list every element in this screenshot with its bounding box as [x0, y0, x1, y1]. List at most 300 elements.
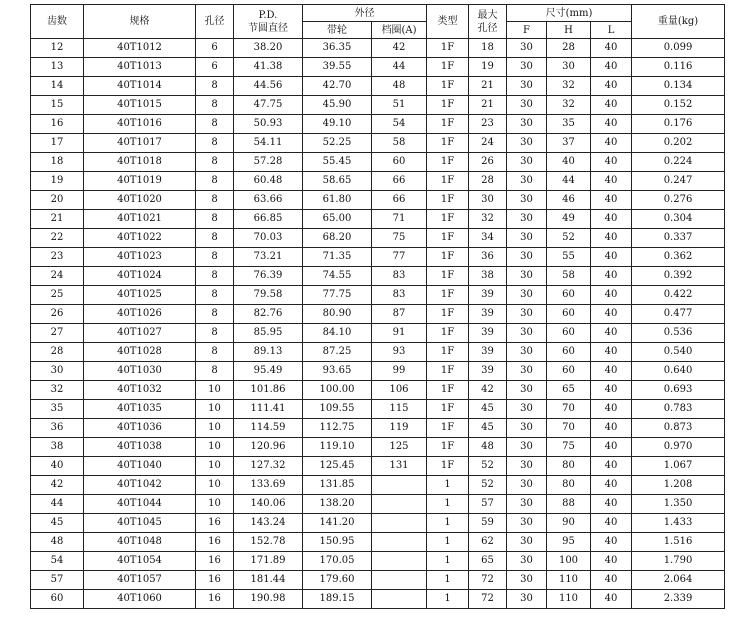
teeth-cell: 48 — [31, 533, 84, 552]
max-bore-cell: 19 — [469, 58, 507, 77]
dimension-f-cell: 30 — [507, 324, 547, 343]
dimension-f-cell: 30 — [507, 58, 547, 77]
teeth-cell: 26 — [31, 305, 84, 324]
pitch-diameter-cell: 190.98 — [234, 590, 303, 609]
pulley-diameter-cell: 61.80 — [303, 191, 372, 210]
dimension-l-cell: 40 — [591, 248, 632, 267]
max-bore-cell: 72 — [469, 590, 507, 609]
type-cell: 1F — [427, 229, 469, 248]
header-max-bore — [469, 5, 507, 39]
spec-cell: 40T1016 — [84, 115, 196, 134]
type-cell: 1 — [427, 495, 469, 514]
flange-diameter-cell — [372, 533, 427, 552]
type-cell: 1F — [427, 191, 469, 210]
dimension-l-cell: 40 — [591, 39, 632, 58]
pitch-diameter-cell: 44.56 — [234, 77, 303, 96]
pitch-diameter-cell: 76.39 — [234, 267, 303, 286]
pitch-diameter-cell: 143.24 — [234, 514, 303, 533]
dimension-l-cell: 40 — [591, 533, 632, 552]
max-bore-cell: 32 — [469, 210, 507, 229]
max-bore-cell: 72 — [469, 571, 507, 590]
pulley-diameter-cell: 125.45 — [303, 457, 372, 476]
dimension-h-cell: 60 — [547, 362, 591, 381]
dimension-h-cell: 95 — [547, 533, 591, 552]
bore-cell: 8 — [196, 134, 234, 153]
teeth-cell: 42 — [31, 476, 84, 495]
dimension-h-cell: 100 — [547, 552, 591, 571]
dimension-l-cell: 40 — [591, 571, 632, 590]
dimension-h-cell: 32 — [547, 77, 591, 96]
pitch-diameter-cell: 50.93 — [234, 115, 303, 134]
bore-cell: 8 — [196, 248, 234, 267]
table-row — [31, 552, 725, 571]
bore-cell: 8 — [196, 96, 234, 115]
weight-cell: 0.693 — [632, 381, 725, 400]
spec-cell: 40T1042 — [84, 476, 196, 495]
type-cell: 1F — [427, 153, 469, 172]
max-bore-cell: 52 — [469, 457, 507, 476]
weight-cell: 0.873 — [632, 419, 725, 438]
dimension-l-cell: 40 — [591, 552, 632, 571]
dimension-h-cell: 70 — [547, 419, 591, 438]
table-row — [31, 115, 725, 134]
pulley-diameter-cell: 71.35 — [303, 248, 372, 267]
table-row — [31, 590, 725, 609]
header-pitch-diameter — [234, 5, 303, 39]
table-row — [31, 305, 725, 324]
weight-cell: 0.304 — [632, 210, 725, 229]
weight-cell: 1.208 — [632, 476, 725, 495]
dimension-h-cell: 65 — [547, 381, 591, 400]
teeth-cell: 20 — [31, 191, 84, 210]
spec-cell: 40T1023 — [84, 248, 196, 267]
weight-cell: 0.477 — [632, 305, 725, 324]
max-bore-cell: 57 — [469, 495, 507, 514]
spec-cell: 40T1044 — [84, 495, 196, 514]
teeth-cell: 21 — [31, 210, 84, 229]
spec-cell: 40T1057 — [84, 571, 196, 590]
pitch-diameter-cell: 127.32 — [234, 457, 303, 476]
dimension-h-cell: 88 — [547, 495, 591, 514]
type-cell: 1F — [427, 286, 469, 305]
spec-cell: 40T1015 — [84, 96, 196, 115]
weight-cell: 0.099 — [632, 39, 725, 58]
max-bore-cell: 39 — [469, 362, 507, 381]
dimension-l-cell: 40 — [591, 438, 632, 457]
max-bore-cell: 18 — [469, 39, 507, 58]
pulley-diameter-cell: 179.60 — [303, 571, 372, 590]
dimension-f-cell: 30 — [507, 362, 547, 381]
pulley-diameter-cell: 109.55 — [303, 400, 372, 419]
dimension-l-cell: 40 — [591, 286, 632, 305]
max-bore-cell: 21 — [469, 77, 507, 96]
pulley-diameter-cell: 112.75 — [303, 419, 372, 438]
weight-cell: 0.422 — [632, 286, 725, 305]
teeth-cell: 13 — [31, 58, 84, 77]
type-cell: 1 — [427, 571, 469, 590]
table-row — [31, 229, 725, 248]
max-bore-cell: 59 — [469, 514, 507, 533]
header-flange: 档圈(A) — [372, 22, 427, 39]
type-cell: 1F — [427, 172, 469, 191]
flange-diameter-cell: 60 — [372, 153, 427, 172]
type-cell: 1F — [427, 381, 469, 400]
table-row — [31, 343, 725, 362]
max-bore-cell: 30 — [469, 191, 507, 210]
weight-cell: 0.276 — [632, 191, 725, 210]
teeth-cell: 35 — [31, 400, 84, 419]
table-row — [31, 381, 725, 400]
type-cell: 1 — [427, 552, 469, 571]
weight-cell: 0.152 — [632, 96, 725, 115]
header-max-bore-line1: 最大 — [477, 9, 498, 21]
dimension-f-cell: 30 — [507, 77, 547, 96]
table-row — [31, 77, 725, 96]
bore-cell: 8 — [196, 267, 234, 286]
flange-diameter-cell: 91 — [372, 324, 427, 343]
teeth-cell: 12 — [31, 39, 84, 58]
bore-cell: 8 — [196, 115, 234, 134]
pulley-diameter-cell: 74.55 — [303, 267, 372, 286]
weight-cell: 0.176 — [632, 115, 725, 134]
dimension-h-cell: 80 — [547, 476, 591, 495]
max-bore-cell: 26 — [469, 153, 507, 172]
table-row — [31, 248, 725, 267]
dimension-l-cell: 40 — [591, 514, 632, 533]
pitch-diameter-cell: 54.11 — [234, 134, 303, 153]
type-cell: 1F — [427, 324, 469, 343]
table-row — [31, 267, 725, 286]
weight-cell: 0.392 — [632, 267, 725, 286]
header-teeth: 齿数 — [31, 5, 84, 39]
dimension-h-cell: 52 — [547, 229, 591, 248]
table-row — [31, 286, 725, 305]
bore-cell: 8 — [196, 324, 234, 343]
weight-cell: 1.067 — [632, 457, 725, 476]
dimension-l-cell: 40 — [591, 305, 632, 324]
pitch-diameter-cell: 79.58 — [234, 286, 303, 305]
pitch-diameter-cell: 60.48 — [234, 172, 303, 191]
max-bore-cell: 39 — [469, 305, 507, 324]
flange-diameter-cell: 51 — [372, 96, 427, 115]
pitch-diameter-cell: 63.66 — [234, 191, 303, 210]
bore-cell: 8 — [196, 305, 234, 324]
table-row — [31, 495, 725, 514]
max-bore-cell: 45 — [469, 419, 507, 438]
spec-cell: 40T1036 — [84, 419, 196, 438]
dimension-h-cell: 60 — [547, 305, 591, 324]
pitch-diameter-cell: 82.76 — [234, 305, 303, 324]
pulley-diameter-cell: 49.10 — [303, 115, 372, 134]
weight-cell: 0.970 — [632, 438, 725, 457]
dimension-f-cell: 30 — [507, 343, 547, 362]
pitch-diameter-cell: 85.95 — [234, 324, 303, 343]
flange-diameter-cell: 66 — [372, 172, 427, 191]
pitch-diameter-cell: 152.78 — [234, 533, 303, 552]
pulley-diameter-cell: 87.25 — [303, 343, 372, 362]
flange-diameter-cell: 71 — [372, 210, 427, 229]
type-cell: 1 — [427, 476, 469, 495]
weight-cell: 0.362 — [632, 248, 725, 267]
pulley-diameter-cell: 39.55 — [303, 58, 372, 77]
pulley-diameter-cell: 58.65 — [303, 172, 372, 191]
dimension-l-cell: 40 — [591, 96, 632, 115]
weight-cell: 0.202 — [632, 134, 725, 153]
spec-cell: 40T1012 — [84, 39, 196, 58]
bore-cell: 8 — [196, 229, 234, 248]
dimension-f-cell: 30 — [507, 248, 547, 267]
teeth-cell: 54 — [31, 552, 84, 571]
header-max-bore-line2: 孔径 — [477, 22, 498, 34]
max-bore-cell: 28 — [469, 172, 507, 191]
dimension-f-cell: 30 — [507, 96, 547, 115]
spec-cell: 40T1022 — [84, 229, 196, 248]
weight-cell: 0.540 — [632, 343, 725, 362]
dimension-f-cell: 30 — [507, 438, 547, 457]
dimension-l-cell: 40 — [591, 191, 632, 210]
pitch-diameter-cell: 111.41 — [234, 400, 303, 419]
header-f: F — [507, 22, 547, 39]
dimension-h-cell: 40 — [547, 153, 591, 172]
header-weight: 重量(kg) — [632, 5, 725, 39]
max-bore-cell: 52 — [469, 476, 507, 495]
dimension-l-cell: 40 — [591, 381, 632, 400]
flange-diameter-cell: 83 — [372, 267, 427, 286]
spec-cell: 40T1013 — [84, 58, 196, 77]
teeth-cell: 14 — [31, 77, 84, 96]
spec-cell: 40T1040 — [84, 457, 196, 476]
dimension-h-cell: 70 — [547, 400, 591, 419]
pulley-diameter-cell: 55.45 — [303, 153, 372, 172]
pitch-diameter-cell: 66.85 — [234, 210, 303, 229]
dimension-f-cell: 30 — [507, 267, 547, 286]
bore-cell: 8 — [196, 77, 234, 96]
flange-diameter-cell: 131 — [372, 457, 427, 476]
bore-cell: 16 — [196, 590, 234, 609]
dimension-h-cell: 90 — [547, 514, 591, 533]
max-bore-cell: 36 — [469, 248, 507, 267]
dimension-h-cell: 80 — [547, 457, 591, 476]
type-cell: 1F — [427, 305, 469, 324]
table-row — [31, 571, 725, 590]
pitch-diameter-cell: 38.20 — [234, 39, 303, 58]
weight-cell: 2.339 — [632, 590, 725, 609]
table-row — [31, 58, 725, 77]
bore-cell: 10 — [196, 495, 234, 514]
table-row — [31, 533, 725, 552]
pitch-diameter-cell: 73.21 — [234, 248, 303, 267]
spec-cell: 40T1032 — [84, 381, 196, 400]
max-bore-cell: 48 — [469, 438, 507, 457]
bore-cell: 8 — [196, 191, 234, 210]
max-bore-cell: 45 — [469, 400, 507, 419]
weight-cell: 1.790 — [632, 552, 725, 571]
teeth-cell: 22 — [31, 229, 84, 248]
type-cell: 1F — [427, 58, 469, 77]
pitch-diameter-cell: 140.06 — [234, 495, 303, 514]
dimension-f-cell: 30 — [507, 210, 547, 229]
flange-diameter-cell: 42 — [372, 39, 427, 58]
header-bore: 孔径 — [196, 5, 234, 39]
max-bore-cell: 38 — [469, 267, 507, 286]
dimension-h-cell: 35 — [547, 115, 591, 134]
teeth-cell: 40 — [31, 457, 84, 476]
spec-cell: 40T1025 — [84, 286, 196, 305]
pulley-diameter-cell: 100.00 — [303, 381, 372, 400]
dimension-l-cell: 40 — [591, 58, 632, 77]
flange-diameter-cell: 83 — [372, 286, 427, 305]
dimension-f-cell: 30 — [507, 514, 547, 533]
pulley-diameter-cell: 84.10 — [303, 324, 372, 343]
type-cell: 1F — [427, 77, 469, 96]
bore-cell: 16 — [196, 533, 234, 552]
flange-diameter-cell — [372, 571, 427, 590]
bore-cell: 16 — [196, 514, 234, 533]
weight-cell: 0.134 — [632, 77, 725, 96]
bore-cell: 8 — [196, 343, 234, 362]
table-row — [31, 96, 725, 115]
spec-cell: 40T1048 — [84, 533, 196, 552]
spec-cell: 40T1021 — [84, 210, 196, 229]
max-bore-cell: 65 — [469, 552, 507, 571]
pitch-diameter-cell: 41.38 — [234, 58, 303, 77]
dimension-f-cell: 30 — [507, 381, 547, 400]
bore-cell: 10 — [196, 457, 234, 476]
max-bore-cell: 24 — [469, 134, 507, 153]
header-l: L — [591, 22, 632, 39]
dimension-f-cell: 30 — [507, 552, 547, 571]
dimension-l-cell: 40 — [591, 267, 632, 286]
flange-diameter-cell: 77 — [372, 248, 427, 267]
dimension-f-cell: 30 — [507, 533, 547, 552]
max-bore-cell: 42 — [469, 381, 507, 400]
dimension-f-cell: 30 — [507, 400, 547, 419]
flange-diameter-cell: 66 — [372, 191, 427, 210]
teeth-cell: 44 — [31, 495, 84, 514]
pulley-diameter-cell: 80.90 — [303, 305, 372, 324]
dimension-h-cell: 28 — [547, 39, 591, 58]
weight-cell: 0.224 — [632, 153, 725, 172]
dimension-f-cell: 30 — [507, 191, 547, 210]
table-row — [31, 191, 725, 210]
pulley-diameter-cell: 131.85 — [303, 476, 372, 495]
spec-cell: 40T1045 — [84, 514, 196, 533]
teeth-cell: 23 — [31, 248, 84, 267]
flange-diameter-cell: 119 — [372, 419, 427, 438]
header-outer-diameter: 外径 — [303, 5, 427, 22]
max-bore-cell: 39 — [469, 324, 507, 343]
teeth-cell: 27 — [31, 324, 84, 343]
flange-diameter-cell — [372, 590, 427, 609]
teeth-cell: 57 — [31, 571, 84, 590]
teeth-cell: 25 — [31, 286, 84, 305]
pitch-diameter-cell: 133.69 — [234, 476, 303, 495]
bore-cell: 8 — [196, 362, 234, 381]
dimension-f-cell: 30 — [507, 495, 547, 514]
spec-cell: 40T1035 — [84, 400, 196, 419]
table-row — [31, 134, 725, 153]
dimension-l-cell: 40 — [591, 229, 632, 248]
dimension-f-cell: 30 — [507, 153, 547, 172]
weight-cell: 1.350 — [632, 495, 725, 514]
spec-cell: 40T1060 — [84, 590, 196, 609]
bore-cell: 8 — [196, 286, 234, 305]
pulley-spec-sheet — [30, 4, 724, 609]
table-row — [31, 476, 725, 495]
pulley-diameter-cell: 138.20 — [303, 495, 372, 514]
table-row — [31, 362, 725, 381]
dimension-l-cell: 40 — [591, 134, 632, 153]
flange-diameter-cell — [372, 495, 427, 514]
header-pulley: 带轮 — [303, 22, 372, 39]
teeth-cell: 38 — [31, 438, 84, 457]
dimension-h-cell: 49 — [547, 210, 591, 229]
bore-cell: 8 — [196, 153, 234, 172]
flange-diameter-cell: 58 — [372, 134, 427, 153]
bore-cell: 6 — [196, 39, 234, 58]
type-cell: 1F — [427, 134, 469, 153]
dimension-l-cell: 40 — [591, 324, 632, 343]
type-cell: 1F — [427, 248, 469, 267]
type-cell: 1 — [427, 514, 469, 533]
max-bore-cell: 23 — [469, 115, 507, 134]
dimension-l-cell: 40 — [591, 495, 632, 514]
pitch-diameter-cell: 95.49 — [234, 362, 303, 381]
dimension-h-cell: 110 — [547, 590, 591, 609]
dimension-f-cell: 30 — [507, 286, 547, 305]
weight-cell: 1.433 — [632, 514, 725, 533]
spec-cell: 40T1020 — [84, 191, 196, 210]
weight-cell: 0.247 — [632, 172, 725, 191]
pulley-diameter-cell: 65.00 — [303, 210, 372, 229]
type-cell: 1F — [427, 400, 469, 419]
dimension-h-cell: 37 — [547, 134, 591, 153]
dimension-l-cell: 40 — [591, 77, 632, 96]
pitch-diameter-cell: 47.75 — [234, 96, 303, 115]
table-row — [31, 172, 725, 191]
dimension-f-cell: 30 — [507, 172, 547, 191]
dimension-l-cell: 40 — [591, 590, 632, 609]
spec-cell: 40T1019 — [84, 172, 196, 191]
max-bore-cell: 39 — [469, 343, 507, 362]
header-dimensions: 尺寸(mm) — [507, 5, 632, 22]
dimension-l-cell: 40 — [591, 476, 632, 495]
bore-cell: 16 — [196, 552, 234, 571]
teeth-cell: 19 — [31, 172, 84, 191]
spec-cell: 40T1054 — [84, 552, 196, 571]
table-header — [31, 5, 725, 39]
spec-cell: 40T1026 — [84, 305, 196, 324]
spec-cell: 40T1018 — [84, 153, 196, 172]
bore-cell: 16 — [196, 571, 234, 590]
dimension-h-cell: 75 — [547, 438, 591, 457]
teeth-cell: 45 — [31, 514, 84, 533]
table-row — [31, 210, 725, 229]
table-row — [31, 514, 725, 533]
header-pd-line2: 节圆直径 — [248, 22, 288, 34]
flange-diameter-cell: 115 — [372, 400, 427, 419]
dimension-l-cell: 40 — [591, 419, 632, 438]
table-body — [31, 39, 725, 609]
weight-cell: 0.783 — [632, 400, 725, 419]
flange-diameter-cell: 99 — [372, 362, 427, 381]
dimension-f-cell: 30 — [507, 115, 547, 134]
dimension-l-cell: 40 — [591, 172, 632, 191]
flange-diameter-cell: 48 — [372, 77, 427, 96]
dimension-l-cell: 40 — [591, 153, 632, 172]
header-pd-line1: P.D. — [258, 9, 278, 21]
dimension-f-cell: 30 — [507, 476, 547, 495]
